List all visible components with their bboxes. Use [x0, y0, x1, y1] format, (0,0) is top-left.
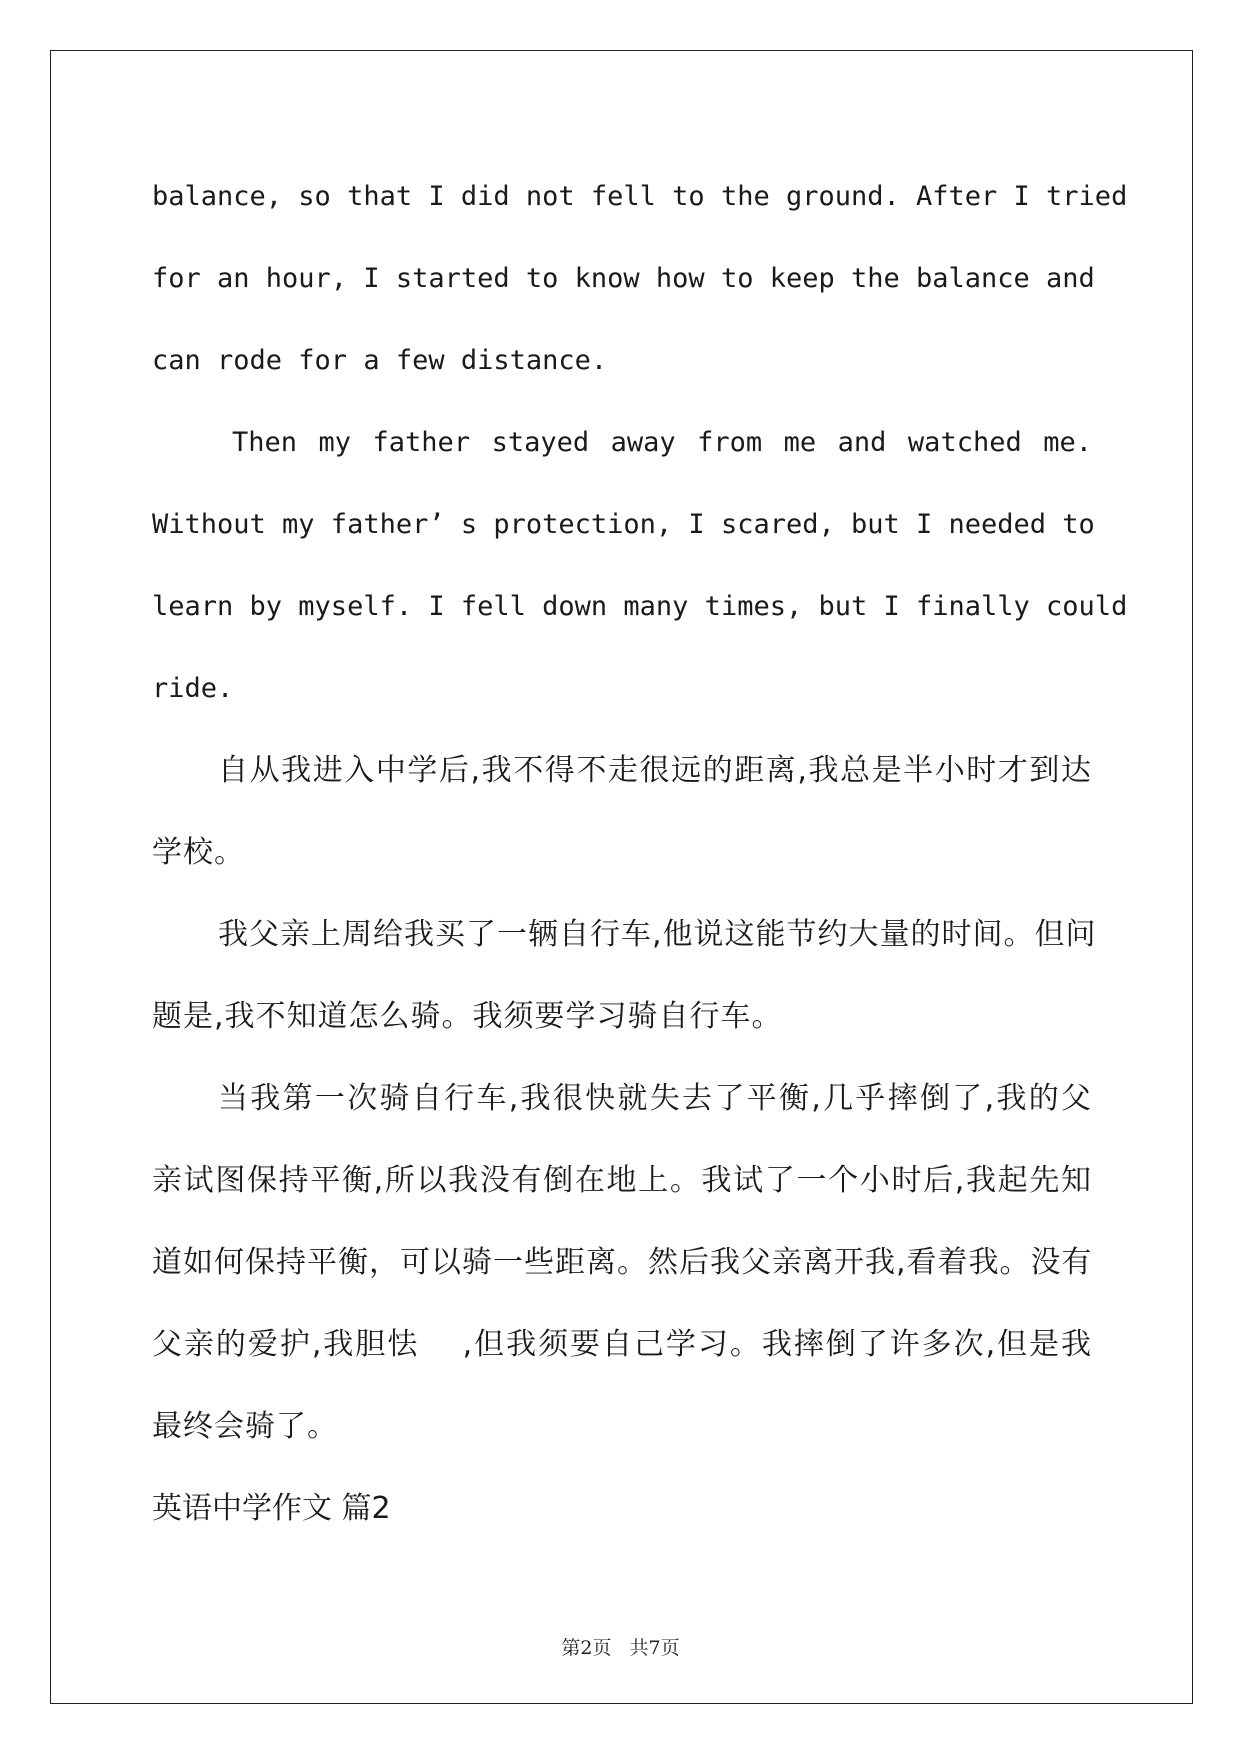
paragraph-line: balance, so that I did not fell to the ground. After I tried: [152, 181, 1128, 212]
document-body: [152, 156, 1128, 1550]
paragraph-line: Then my father stayed away from me and watched me.: [232, 427, 1092, 458]
paragraph-line: 道如何保持平衡，可以骑一些距离。然后我父亲离开我,看着我。没有: [152, 1245, 1093, 1280]
paragraph-line: 当我第一次骑自行车,我很快就失去了平衡,几乎摔倒了,我的父: [218, 1081, 1092, 1116]
paragraph-line: 学校。: [152, 835, 245, 870]
paragraph-line: 最终会骑了。: [152, 1409, 338, 1444]
paragraph-line: 我父亲上周给我买了一辆自行车,他说这能节约大量的时间。但问: [218, 917, 1097, 952]
page-total: 共7页: [629, 1637, 680, 1659]
page-footer: [0, 1633, 1241, 1660]
paragraph-line: 题是,我不知道怎么骑。我须要学习骑自行车。: [152, 999, 783, 1034]
page-number: 第2页: [561, 1637, 612, 1659]
paragraph-line: learn by myself. I fell down many times, but I finally could: [152, 591, 1128, 622]
paragraph-line: can rode for a few distance.: [152, 345, 608, 376]
paragraph-line: for an hour, I started to know how to keep the balance and: [152, 263, 1095, 294]
paragraph-line: 父亲的爱护,我胆怯 ,但我须要自己学习。我摔倒了许多次,但是我: [152, 1327, 1092, 1362]
paragraph-line: Without my father’ s protection, I scared, but I needed to: [152, 509, 1095, 540]
paragraph-line: ride.: [152, 673, 234, 704]
paragraph-line: 自从我进入中学后,我不得不走很远的距离,我总是半小时才到达: [218, 753, 1092, 788]
section-heading: 英语中学作文 篇2: [152, 1491, 391, 1526]
paragraph-line: 亲试图保持平衡,所以我没有倒在地上。我试了一个小时后,我起先知: [152, 1163, 1092, 1198]
